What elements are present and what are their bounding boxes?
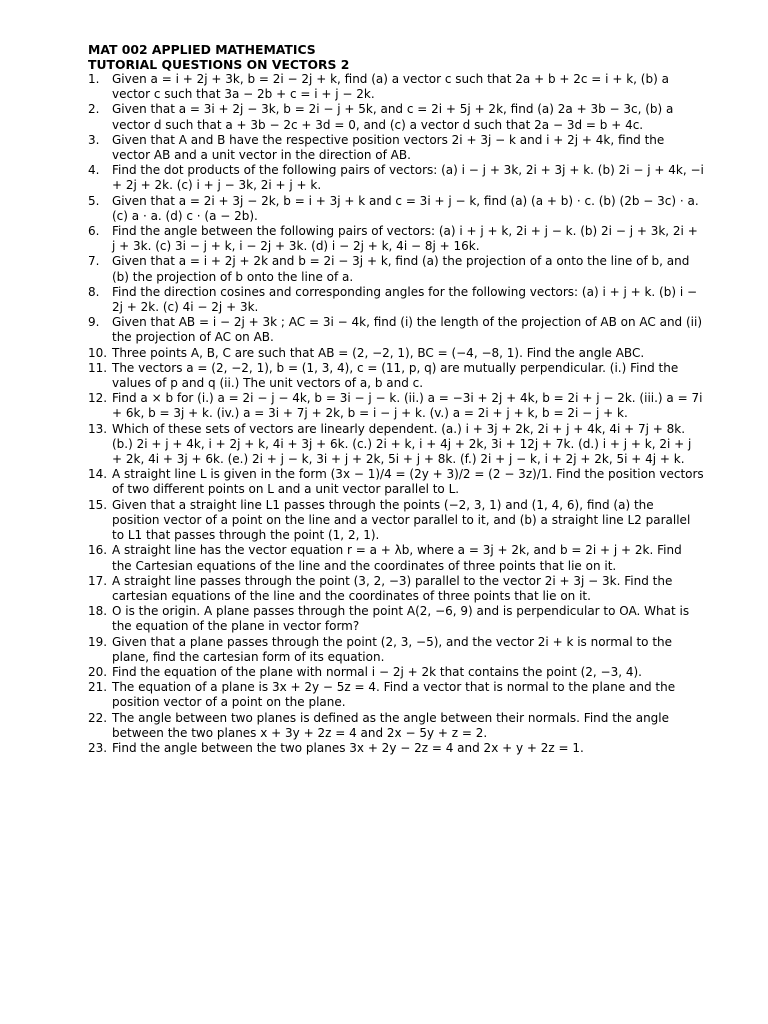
question-number: 11. bbox=[88, 360, 108, 375]
question-number: 23. bbox=[88, 740, 108, 755]
question-item bbox=[88, 422, 704, 468]
question-text: A straight line passes through the point (3, 2, −3) parallel to the vector 2i + 3j − 3k. Find the cartesian equations of the line and the coordinates of three points that lie on it. bbox=[112, 573, 673, 603]
question-text: Find the direction cosines and corresponding angles for the following vectors: (a) i + j + k. (b) i − 2j + 2k. (c) 4i − 2j + 3k. bbox=[112, 284, 698, 315]
question-number: 4. bbox=[88, 163, 100, 178]
question-item bbox=[88, 315, 704, 345]
question-number: 16. bbox=[88, 543, 108, 558]
question-text: Find the angle between the two planes 3x + 2y − 2z = 4 and 2x + y + 2z = 1. bbox=[112, 740, 584, 755]
question-text: Given that a = 2i + 3j − 2k, b = i + 3j + k and c = 3i + j − k, find (a) (a + b) · c. (b) (2b − 3c) · a. (c) a · a. (d) c · (a − 2b). bbox=[112, 193, 699, 223]
question-item bbox=[88, 498, 704, 544]
question-item bbox=[88, 711, 704, 741]
question-number: 6. bbox=[88, 224, 100, 239]
question-number: 8. bbox=[88, 284, 100, 299]
question-item bbox=[88, 543, 704, 573]
question-text: Find the dot products of the following pairs of vectors: (a) i − j + 3k, 2i + 3j + k. (b) 2i − j + 4k, −i + 2j + 2k. (c) i + j − 3k, 2i + j + k. bbox=[112, 163, 704, 193]
question-text: Given that AB = i − 2j + 3k ; AC = 3i − 4k, find (i) the length of the projection of AB on AC and (ii) the projection of AC on AB. bbox=[112, 315, 703, 345]
question-text: A straight line has the vector equation r = a + λb, where a = 3j + 2k, and b = 2i + j + 2k. Find the Cartesian equations of the line and the coordinates of three points that lie on it. bbox=[112, 543, 682, 573]
question-item bbox=[88, 635, 704, 665]
question-item bbox=[88, 133, 704, 163]
question-item bbox=[88, 254, 704, 284]
question-text: The angle between two planes is defined as the angle between their normals. Find the angle between the two planes x + 3y + 2z = 4 and 2x − 5y + z = 2. bbox=[112, 710, 670, 740]
document-page bbox=[88, 42, 704, 756]
question-item bbox=[88, 194, 704, 224]
question-item bbox=[88, 285, 704, 315]
question-number: 14. bbox=[88, 467, 108, 482]
question-number: 17. bbox=[88, 573, 108, 588]
question-number: 22. bbox=[88, 710, 108, 725]
question-item bbox=[88, 665, 704, 680]
question-number: 19. bbox=[88, 634, 108, 649]
question-number: 18. bbox=[88, 604, 108, 619]
question-text: Find the equation of the plane with normal i − 2j + 2k that contains the point (2, −3, 4). bbox=[112, 664, 642, 679]
question-text: Find the angle between the following pairs of vectors: (a) i + j + k, 2i + j − k. (b) 2i − j + 3k, 2i + j + 3k. (c) 3i − j + k, i − 2j + 3k. (d) i − 2j + k, 4i − 8j + 16k. bbox=[112, 224, 698, 254]
question-number: 9. bbox=[88, 315, 100, 330]
question-number: 12. bbox=[88, 391, 108, 406]
question-number: 10. bbox=[88, 345, 108, 360]
question-text: Find a × b for (i.) a = 2i − j − 4k, b = 3i − j − k. (ii.) a = −3i + 2j + 4k, b = 2i + j − 2k. (iii.) a = 7i + 6k, b = 3j + k. (iv.) a = 3i + 7j + 2k, b = i − j + k. (v.) a = 2i + j + k, b = 2i − j + k. bbox=[112, 391, 703, 421]
question-number: 2. bbox=[88, 102, 100, 117]
question-text: The equation of a plane is 3x + 2y − 5z = 4. Find a vector that is normal to the plane and the position vector of a point on the plane. bbox=[112, 680, 676, 710]
question-text: A straight line L is given in the form (3x − 1)/4 = (2y + 3)/2 = (2 − 3z)/1. Find the position vectors of two different points on L and a unit vector parallel to L. bbox=[112, 467, 704, 497]
question-number: 21. bbox=[88, 680, 108, 695]
question-text: O is the origin. A plane passes through the point A(2, −6, 9) and is perpendicular to OA. What is the equation of the plane in vector form? bbox=[112, 604, 690, 634]
question-text: Given that a = 3i + 2j − 3k, b = 2i − j + 5k, and c = 2i + 5j + 2k, find (a) 2a + 3b − 3c, (b) a vector d such that a + 3b − 2c + 3d = 0, and (c) a vector d such that 2a − 3d = b + 4c. bbox=[112, 102, 674, 132]
question-item bbox=[88, 391, 704, 421]
tutorial-title: TUTORIAL QUESTIONS ON VECTORS 2 bbox=[88, 57, 350, 72]
question-item bbox=[88, 346, 704, 361]
question-item bbox=[88, 574, 704, 604]
question-number: 3. bbox=[88, 132, 100, 147]
question-text: Three points A, B, C are such that AB = (2, −2, 1), BC = (−4, −8, 1). Find the angle ABC. bbox=[112, 345, 645, 360]
course-title: MAT 002 APPLIED MATHEMATICS bbox=[88, 42, 316, 57]
question-number: 13. bbox=[88, 421, 108, 436]
question-number: 5. bbox=[88, 193, 100, 208]
question-number: 20. bbox=[88, 664, 108, 679]
question-text: The vectors a = (2, −2, 1), b = (1, 3, 4), c = (11, p, q) are mutually perpendicular. (i.) Find the values of p and q (ii.) The unit vectors of a, b and c. bbox=[112, 360, 679, 391]
question-text: Given a = i + 2j + 3k, b = 2i − 2j + k, find (a) a vector c such that 2a + b + 2c = i + k, (b) a vector c such that 3a − 2b + c = i + j − 2k. bbox=[112, 72, 669, 102]
question-list bbox=[88, 72, 704, 756]
question-item bbox=[88, 361, 704, 391]
question-item bbox=[88, 102, 704, 132]
question-text: Which of these sets of vectors are linearly dependent. (a.) i + 3j + 2k, 2i + j + 4k, 4i + 7j + 8k. (b.) 2i + j + 4k, i + 2j + k, 4i + 3j + 6k. (c.) 2i + k, i + 4j + 2k, 3i + 12j + 7k. (d.) i + j + k, 2i + j + 2k, 4i + 3j + 6k. (e.) 2i + j − k, 3i + j + 2k, 5i + j + 8k. (f.) 2i + j − k, i + 2j + 2k, 5i + 4j + k. bbox=[112, 421, 692, 467]
question-item bbox=[88, 163, 704, 193]
question-item bbox=[88, 467, 704, 497]
question-item bbox=[88, 604, 704, 634]
question-text: Given that a straight line L1 passes through the points (−2, 3, 1) and (1, 4, 6), find (a) the position vector of a point on the line and a vector parallel to it, and (b) a straight line L2 parallel to L1 that passes through the point (1, 2, 1). bbox=[112, 497, 691, 543]
question-number: 1. bbox=[88, 72, 100, 86]
question-item bbox=[88, 680, 704, 710]
question-item bbox=[88, 741, 704, 756]
question-number: 7. bbox=[88, 254, 100, 269]
question-item bbox=[88, 224, 704, 254]
question-text: Given that a plane passes through the point (2, 3, −5), and the vector 2i + k is normal to the plane, find the cartesian form of its equation. bbox=[112, 634, 673, 664]
question-item bbox=[88, 72, 704, 102]
question-number: 15. bbox=[88, 497, 108, 512]
question-text: Given that A and B have the respective position vectors 2i + 3j − k and i + 2j + 4k, find the vector AB and a unit vector in the direction of AB. bbox=[112, 132, 665, 163]
question-text: Given that a = i + 2j + 2k and b = 2i − 3j + k, find (a) the projection of a onto the line of b, and (b) the projection of b onto the line of a. bbox=[112, 254, 690, 284]
